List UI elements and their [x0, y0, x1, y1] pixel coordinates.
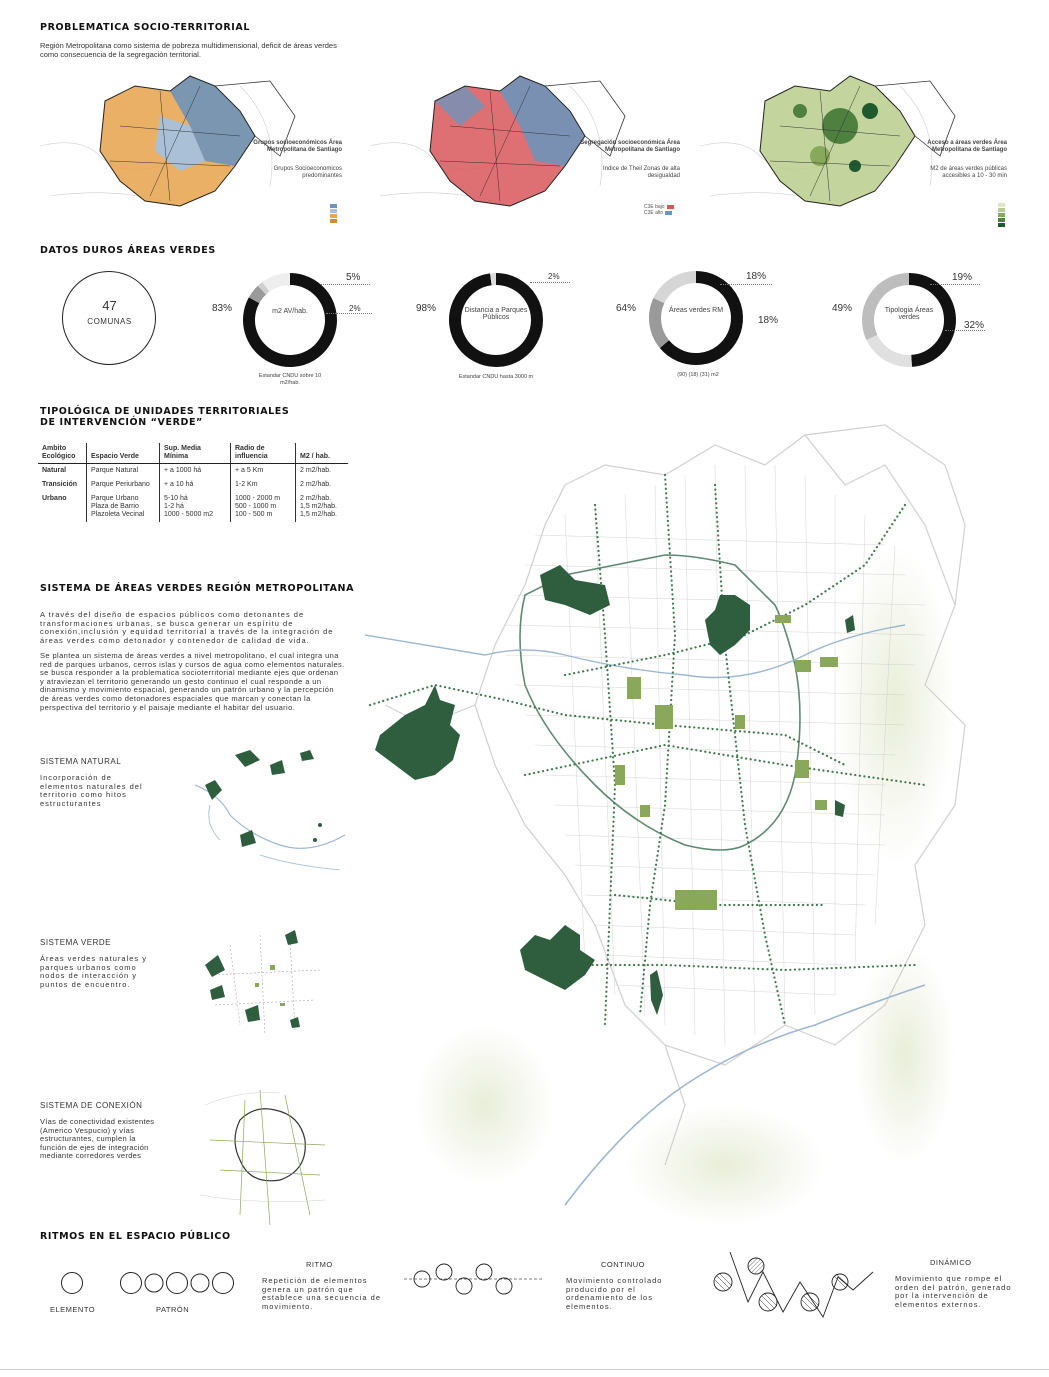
table-cell: 1000 - 2000 m 500 - 1000 m 100 - 500 m — [231, 492, 296, 522]
donut2-pct-a: 2% — [548, 272, 560, 281]
ritmo-title: RITMO — [306, 1260, 333, 1269]
donut-slice — [872, 337, 912, 361]
donut-m2-per-hab — [240, 270, 340, 370]
table-cell: 2 m2/hab. — [296, 464, 349, 479]
dinamico-diagram — [708, 1252, 878, 1322]
urban-park — [815, 800, 827, 810]
river-mapocho — [365, 625, 905, 678]
urban-park — [820, 657, 838, 667]
table-header: Radio de influencia — [231, 443, 296, 464]
table-header: Sup. Media Mínima — [160, 443, 231, 464]
donut-slice — [254, 290, 262, 300]
map3-title: Acceso a áreas verdes Área Metropolitana de Santiago — [927, 140, 1007, 153]
comunas-label: COMUNAS — [87, 317, 132, 326]
bottom-divider — [0, 1369, 1049, 1370]
sistema-natural-title: SISTEMA NATURAL — [40, 757, 122, 766]
map2-legend-low: C3E bajo — [644, 204, 665, 210]
donut1-leader-a — [320, 284, 370, 285]
table-cell: Urbano — [42, 495, 67, 502]
park-small-east — [835, 800, 845, 817]
continuo-circle — [476, 1264, 492, 1280]
patron-label: PATRÓN — [156, 1305, 190, 1314]
terrain-shading — [855, 945, 955, 1165]
donut2-caption: Estandar CNDU hasta 3000 m — [458, 374, 534, 380]
continuo-circle — [456, 1278, 472, 1294]
urban-park — [795, 660, 811, 672]
donut1-pct-a: 5% — [346, 272, 361, 283]
table-header: Espacio Verde — [87, 443, 160, 464]
section-title-ritmos: RITMOS EN EL ESPACIO PÚBLICO — [40, 1231, 231, 1242]
table-row — [38, 464, 348, 479]
donut3-main-pct: 64% — [616, 303, 637, 314]
dinamico-title: DINÁMICO — [930, 1258, 972, 1267]
patron-circle — [191, 1274, 209, 1292]
urban-park — [775, 615, 791, 623]
donut1-caption: Estandar CNDU sobre 10 m2/hab. — [258, 373, 322, 386]
donut3-center: Áreas verdes RM — [668, 307, 724, 314]
map1-legend — [330, 204, 337, 223]
table-header: Ambito Ecológico — [38, 443, 87, 464]
terrain-shading — [835, 545, 955, 865]
patron-circle — [121, 1273, 142, 1294]
map2-legend-high: C3E alto — [644, 210, 664, 216]
sistema-verde-title: SISTEMA VERDE — [40, 938, 111, 947]
ritmo-text: Repetición de elementos genera un patrón que establece una secuencia de movimiento. — [262, 1276, 381, 1311]
donut1-main-pct: 83% — [212, 303, 233, 314]
continuo-circle — [436, 1264, 452, 1280]
sistema-conexion-text: Vías de conectividad existentes (Americo Vespucio) y vías estructurantes, cumplen la función de ejes de integración mediante corredores verdes — [40, 1117, 155, 1161]
donut4-main-pct: 49% — [832, 303, 853, 314]
sistema-verde-text: Áreas verdes naturales y parques urbanos como nodos de interacción y puntos de encuentro. — [40, 954, 147, 989]
patron-circle — [167, 1273, 188, 1294]
park-cerro-san-cristobal — [705, 595, 750, 655]
donut4-center: Tipologia Áreas verdes — [884, 307, 934, 321]
donut4-pct-a: 19% — [952, 272, 973, 283]
patron-circle — [145, 1274, 163, 1292]
terrain-shading — [415, 1025, 555, 1185]
section-title-tipologica: TIPOLÓGICA DE UNIDADES TERRITORIALES DE INTERVENCIÓN “VERDE” — [40, 406, 290, 428]
table-cell: + a 5 Km — [231, 464, 296, 479]
sistema-natural-text: Incorporación de elementos naturales del territorio como hitos estructurantes — [40, 773, 143, 808]
elemento-label: ELEMENTO — [50, 1305, 96, 1314]
donut-slice — [262, 287, 266, 290]
section-title-sistema: SISTEMA DE ÁREAS VERDES REGIÓN METROPOLITANA — [40, 583, 355, 594]
elemento-circle — [62, 1273, 83, 1294]
map3-legend — [998, 203, 1005, 227]
map3-subtitle: M2 de áreas verdes públicas accesibles a 10 - 30 min — [930, 166, 1007, 179]
park-cerro-south — [650, 970, 663, 1015]
donut4-leader-a — [930, 284, 980, 285]
table-header: M2 / hab. — [296, 443, 349, 464]
urban-park — [640, 805, 650, 817]
donut2-center: Distancia a Parques Públicos — [464, 307, 528, 321]
diagram-sistema-conexion — [200, 1085, 330, 1230]
problematica-intro: Región Metropolitana como sistema de pobreza multidimensional, deficit de áreas verdes como consecuencia de la segregación territorial. — [40, 41, 337, 59]
table-cell: + a 10 há — [160, 478, 231, 492]
comunas-number: 47 — [102, 298, 117, 313]
table-row — [38, 478, 348, 492]
dinamico-circle — [748, 1258, 764, 1274]
continuo-diagram — [404, 1262, 544, 1298]
table-cell: Natural — [42, 467, 67, 474]
donut-slice — [655, 301, 664, 345]
donut2-leader-a — [530, 282, 570, 283]
sistema-conexion-title: SISTEMA DE CONEXIÓN — [40, 1101, 143, 1110]
dinamico-text: Movimiento que rompe el orden del patrón, generado por la intervención de elementos externos. — [895, 1274, 1012, 1309]
table-row — [38, 492, 348, 522]
sistema-paragraph-1: A través del diseño de espacios públicos como detonantes de transformaciones urbanas, se busca generar un espíritu de conexión,inclusión y equidad territorial a través de la integración de áreas verdes como detonador y contenedor de calidad de vida. — [40, 610, 334, 645]
tipologia-table — [38, 443, 348, 522]
patron-circle — [213, 1273, 234, 1294]
table-cell: + a 1000 há — [160, 464, 231, 479]
map1-title: Grupos socioeconómicos Área Metropolitana de Santiago — [253, 140, 342, 153]
donut4-leader-b — [945, 330, 985, 331]
table-cell: 2 m2/hab. 1,5 m2/hab. 1,5 m2/hab. — [296, 492, 349, 522]
donut2-main-pct: 98% — [416, 303, 437, 314]
map2-legend — [644, 204, 674, 216]
sistema-paragraph-2: Se plantea un sistema de áreas verdes a nivel metropolitano, el cual integra una red de parques urbanos, cerros islas y cursos de agua como elementos naturales. se busca responder a la problematica socioterritorial mediante ejes que ordenan y atraviezan el territorio generando un gesto continuo el cual responde a un dinamismo y movimiento espacial, generando un patrón urbano y la percepción de áreas verdes como detonadores espaciales que marcan y conectan la perspectiva del territorio y el paisaje mediante el habitar del usuario. — [40, 651, 345, 712]
donut1-pct-b: 2% — [349, 304, 361, 313]
urban-park — [655, 705, 673, 729]
table-cell: Transición — [42, 481, 78, 488]
continuo-title: CONTINUO — [601, 1260, 645, 1269]
urban-park — [615, 765, 625, 785]
table-cell: 5-10 há 1-2 há 1000 - 5000 m2 — [160, 492, 231, 522]
table-cell: Parque Natural — [87, 464, 160, 479]
urban-park — [627, 677, 641, 699]
donut1-leader-b — [326, 313, 372, 314]
table-cell: Parque Urbano Plaza de Barrio Plazoleta Vecinal — [87, 492, 160, 522]
elemento-patron-diagram — [40, 1265, 260, 1305]
donut3-caption: (90) (18) (31) m2 — [677, 372, 719, 378]
urban-park — [795, 760, 809, 778]
table-cell: Parque Periurbano — [87, 478, 160, 492]
terrain-shading — [625, 1105, 825, 1225]
diagram-sistema-natural — [190, 745, 350, 885]
donut3-leader-a — [720, 284, 772, 285]
table-cell: 2 m2/hab. — [296, 478, 349, 492]
metropolitan-green-system-map — [365, 405, 1020, 1235]
donut1-center: m2 AV/hab. — [272, 308, 308, 315]
urban-park — [735, 715, 745, 729]
donut-slice — [659, 277, 696, 301]
donut-slice — [266, 279, 290, 287]
section-title-problematica: PROBLEMATICA SOCIO-TERRITORIAL — [40, 22, 251, 33]
map2-title: Segregación socioeconómica Área Metropolitana de Santiago — [580, 140, 680, 153]
continuo-circle — [496, 1278, 512, 1294]
urban-park — [675, 890, 717, 910]
continuo-text: Movimiento controlado producido por el ordenamiento de los elementos. — [566, 1276, 663, 1311]
donut-green-areas-rm — [646, 268, 746, 368]
diagram-sistema-verde — [200, 925, 330, 1040]
section-title-datos: DATOS DUROS ÁREAS VERDES — [40, 245, 216, 256]
map1-subtitle: Grupos Socioeconomicos predominantes — [273, 166, 342, 179]
map2-subtitle: Indice de Theil Zonas de alta desigualdad — [603, 166, 680, 179]
donut3-pct-b: 18% — [758, 315, 779, 326]
table-cell: 1-2 Km — [231, 478, 296, 492]
donut3-pct-a: 18% — [746, 271, 767, 282]
donut4-pct-b: 32% — [964, 320, 985, 331]
